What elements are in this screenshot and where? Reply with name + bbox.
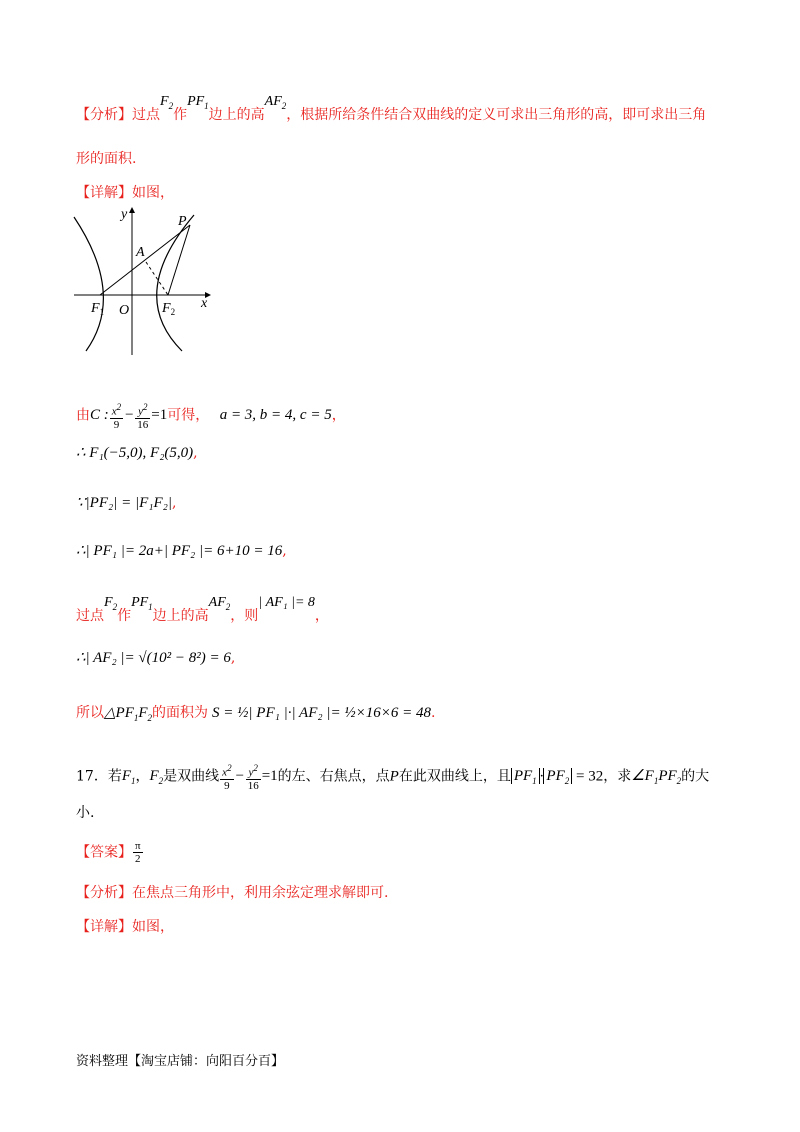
step5-then: ，则 xyxy=(230,608,259,624)
triangle-PF1F2: $\triangle PF_1F_2$ xyxy=(104,705,153,723)
math-F2: $F_2$ xyxy=(160,94,174,111)
hyperbola-figure xyxy=(70,205,220,360)
answer-fraction: $\frac{\pi}{2}$ xyxy=(135,840,141,865)
analysis-line-2: 形的面积. xyxy=(76,151,137,167)
q17-number: 17．若 xyxy=(76,768,122,785)
label-A: A xyxy=(136,245,145,260)
step1-mid: 可得， xyxy=(167,407,210,424)
answer-line xyxy=(76,840,144,865)
q17-t1: ， xyxy=(135,768,150,785)
step-2: ∴ F₁(−5,0), F₂(5,0), xyxy=(76,445,198,461)
step7-pre: 所以 xyxy=(76,705,104,721)
step1-pre: 由 xyxy=(76,407,90,424)
detail-line-1 xyxy=(76,186,174,200)
label-F1: $F_1$ xyxy=(91,301,105,317)
step-7: 所以$\triangle PF_1F_2$的面积为 S = ½| PF₁ |·| AF₂ |= ½×16×6 = 48. xyxy=(76,705,436,723)
label-F2: $F_2$ xyxy=(162,301,176,317)
step6-AF2: ∴| AF₂ |= √(10² − 8²) = 6 xyxy=(76,650,231,666)
step5-AF1: | AF₁ |= 8 xyxy=(258,595,315,610)
foci-coordinates: ∴ F₁(−5,0), F₂(5,0) xyxy=(76,445,194,461)
q17-F1: $F_1$ xyxy=(121,768,136,787)
step-1: 由C : $\frac{x^2}{9}$ − $\frac{y^2}{16}$ =1可得， a = 3, b = 4, c = 5， xyxy=(76,402,346,431)
label-y: y xyxy=(121,207,128,222)
analysis2-tag: 【分析】 xyxy=(76,885,132,901)
area-formula: S = ½| PF₁ |·| AF₂ |= ½×16×6 = 48 xyxy=(212,705,431,721)
step1-values: a = 3, b = 4, c = 5 xyxy=(219,407,332,424)
q17-t3: 的左、右焦点，点 xyxy=(277,768,390,785)
q17-t6: 的大 xyxy=(681,768,710,785)
q17-equation: $\frac{x^2}{9}$ − $\frac{y^2}{16}$ =1 xyxy=(222,763,278,792)
q17-t4: 在此双曲线上，且 xyxy=(398,768,511,785)
analysis-text-2: 作 xyxy=(173,107,188,123)
q17-F2: $F_2$ xyxy=(149,768,164,787)
analysis2-text: 在焦点三角形中，利用余弦定理求解即可. xyxy=(132,885,389,901)
step7-mid: 的面积为 xyxy=(152,705,209,721)
detail-2 xyxy=(76,920,174,934)
step-5: 过点$F_2$作$PF_1$边上的高$AF_2$，则| AF₁ |= 8， xyxy=(76,595,329,624)
step-3: ∵|PF₂| = |F₁F₂|, xyxy=(76,495,177,511)
question-17-line-1 xyxy=(76,762,709,792)
math-PF1-b: $PF_1$ xyxy=(131,595,153,612)
analysis-2 xyxy=(76,886,388,900)
step-4: ∴| PF₁ |= 2a+| PF₂ |= 6+10 = 16, xyxy=(76,543,287,559)
math-AF2: $AF_2$ xyxy=(264,94,287,111)
math-AF2-b: $AF_2$ xyxy=(208,595,231,612)
detail2-tag: 【详解】 xyxy=(76,919,132,935)
step5-pre: 过点 xyxy=(76,608,104,624)
label-O: O xyxy=(119,303,130,318)
q17-t2: 是双曲线 xyxy=(163,768,220,785)
step5-zuo: 作 xyxy=(117,608,132,624)
detail-text: 如图， xyxy=(132,185,174,201)
analysis-text-1: 过点 xyxy=(132,107,160,123)
hyperbola-equation: C : $\frac{x^2}{9}$ − $\frac{y^2}{16}$ =1 xyxy=(90,402,168,431)
detail-tag: 【详解】 xyxy=(76,185,132,201)
analysis-text-3: 边上的高 xyxy=(208,107,265,123)
math-PF1: $PF_1$ xyxy=(187,94,209,111)
math-F2-b: $F_2$ xyxy=(104,595,118,612)
analysis-tag: 【分析】 xyxy=(76,107,132,123)
answer-tag: 【答案】 xyxy=(76,844,132,861)
step3-equality: ∵|PF₂| = |F₁F₂| xyxy=(76,495,172,511)
label-P: P xyxy=(178,214,187,229)
q17-angle: $\angle F_1PF_2$ xyxy=(631,768,682,787)
q17-product: $PF_1 \cdot PF_2 = 32$ xyxy=(511,768,603,784)
label-x: x xyxy=(201,296,208,311)
analysis-text-4: ，根据所给条件结合双曲线的定义可求出三角形的高，即可求出三角 xyxy=(286,107,707,123)
q17-t5: ，求 xyxy=(603,768,632,785)
step4-PF1: ∴| PF₁ |= 2a+| PF₂ |= 6+10 = 16 xyxy=(76,543,283,559)
step-6: ∴| AF₂ |= √(10² − 8²) = 6, xyxy=(76,650,236,666)
q17-P: P xyxy=(389,768,399,785)
footer: 资料整理【淘宝店铺：向阳百分百】 xyxy=(76,1054,285,1069)
analysis-line-1 xyxy=(76,94,707,125)
question-17-line-2: 小. xyxy=(76,805,95,821)
step5-mid: 边上的高 xyxy=(152,608,209,624)
detail2-text: 如图， xyxy=(132,919,174,935)
